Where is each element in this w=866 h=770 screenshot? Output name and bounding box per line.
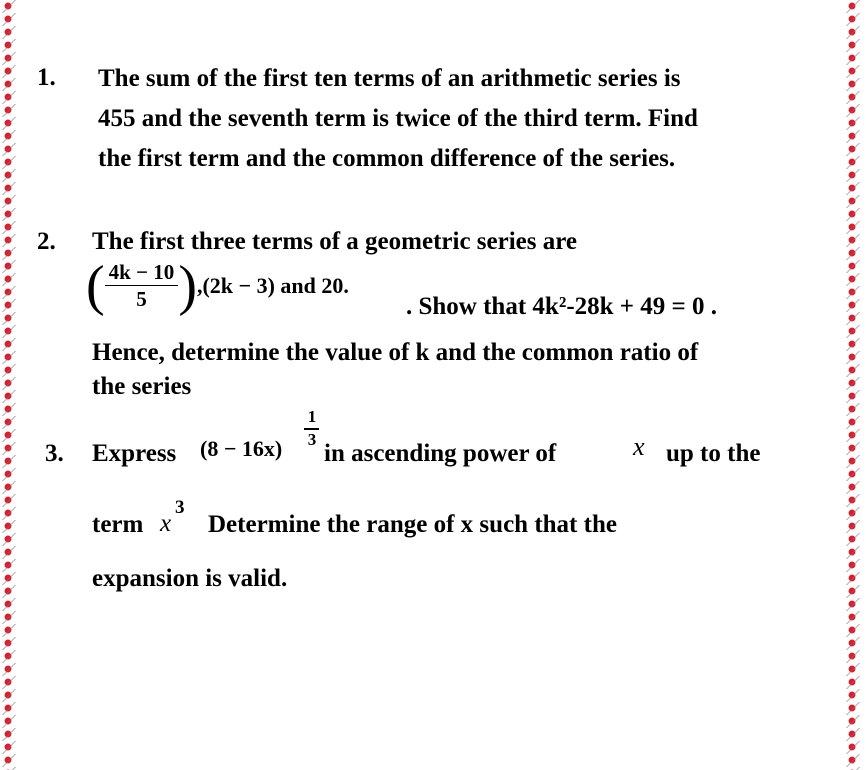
question-2-number: 2.	[37, 228, 56, 255]
term-word: term	[92, 511, 144, 538]
question-2-line-3: Hence, determine the value of k and the common ratio of	[92, 339, 699, 366]
up-to-the-text: up to the	[666, 440, 761, 467]
question-3-line-3: expansion is valid.	[92, 565, 288, 592]
question-2-line-1: The first three terms of a geometric series are	[92, 228, 577, 255]
question-1-line-3: the first term and the common difference of the series.	[98, 145, 676, 172]
fraction-numerator: 4k − 10	[105, 262, 179, 286]
fraction-denominator: 5	[136, 287, 147, 311]
show-that-equation: . Show that 4k²-28k + 49 = 0 .	[406, 293, 718, 320]
exponent-denominator: 3	[307, 430, 317, 449]
exponent-numerator: 1	[307, 407, 317, 426]
right-decorative-border	[846, 0, 864, 770]
left-decorative-border	[2, 0, 20, 770]
question-1-number: 1.	[37, 64, 56, 91]
question-2-line-4: the series	[92, 373, 192, 400]
term-exponent: 3	[175, 497, 185, 518]
remaining-terms: ,(2k − 3) and 20.	[196, 273, 349, 298]
question-1-line-2: 455 and the seventh term is twice of the third term. Find	[98, 105, 698, 132]
term-x: x	[160, 510, 172, 537]
express-word: Express	[92, 440, 177, 467]
binomial-base: (8 − 16x)	[200, 436, 283, 461]
question-3-number: 3.	[45, 440, 64, 467]
question-1-line-1: The sum of the first ten terms of an arithmetic series is	[98, 65, 681, 92]
ascending-power-text: in ascending power of	[324, 440, 557, 467]
question-2-terms	[86, 255, 349, 317]
variable-x: x	[633, 432, 645, 461]
determine-range-text: Determine the range of x such that the	[208, 511, 617, 538]
right-paren: )	[178, 255, 197, 317]
first-term-fraction	[105, 262, 179, 310]
left-paren: (	[86, 255, 105, 317]
